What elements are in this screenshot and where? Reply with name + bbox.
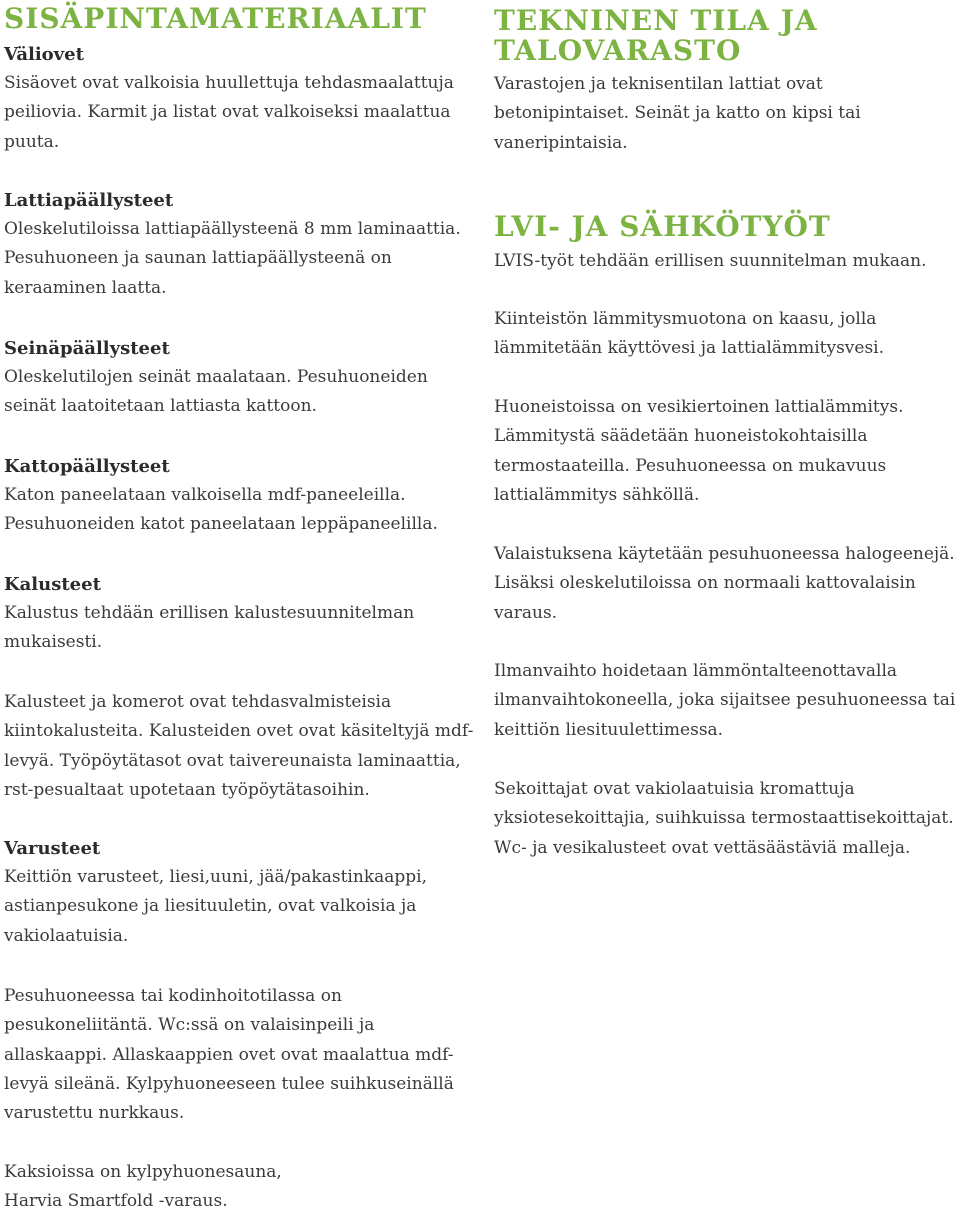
section-sauna bbox=[4, 1158, 474, 1217]
text-lvis: LVIS-työt tehdään erillisen suunnitelman mukaan. bbox=[494, 251, 927, 271]
text-kalusteet-details: Kalusteet ja komerot ovat tehdasvalmisteisia kiintokalusteita. Kalusteiden ovet ovat käsiteltyjä mdf- levyä. Työpöytätasot ovat taivereunaista laminaattia, rst-pesualtaat upotetaan työpöytätasoihin. bbox=[4, 692, 474, 800]
section-valiovet bbox=[4, 40, 474, 157]
text-sauna: Kaksioissa on kylpyhuonesauna, Harvia Smartfold -varaus. bbox=[4, 1162, 282, 1212]
heading-kattopaallysteet: Kattopäällysteet bbox=[4, 456, 170, 477]
text-tekninen-tila: Varastojen ja teknisentilan lattiat ovat betonipintaiset. Seinät ja katto on kipsi tai vaneripintaisia. bbox=[494, 74, 861, 153]
section-kalusteet bbox=[4, 570, 474, 658]
heading-varusteet: Varusteet bbox=[4, 838, 101, 859]
text-valaistus: Valaistuksena käytetään pesuhuoneessa halogeenejä. Lisäksi oleskelutiloissa on normaali kattovalaisin varaus. bbox=[494, 544, 955, 623]
text-varusteet: Keittiön varusteet, liesi,uuni, jää/pakastinkaappi, astianpesukone ja liesituuletin, ovat valkoisia ja vakiolaatuisia. bbox=[4, 867, 427, 946]
section-seinapaallysteet bbox=[4, 334, 474, 422]
heading-lattiapaallysteet: Lattiapäällysteet bbox=[4, 190, 174, 211]
section-title-sisapintamateriaalit: SISÄPINTAMATERIAALIT bbox=[4, 2, 427, 35]
text-seinapaallysteet: Oleskelutilojen seinät maalataan. Pesuhuoneiden seinät laatoitetaan lattiasta kattoon. bbox=[4, 367, 428, 417]
section-title-tekninen-tila: TEKNINEN TILA JA TALOVARASTO bbox=[494, 4, 818, 67]
section-kattopaallysteet bbox=[4, 452, 474, 540]
text-kattopaallysteet: Katon paneelataan valkoisella mdf-paneeleilla. Pesuhuoneiden katot paneelataan leppäpaneelilla. bbox=[4, 485, 438, 535]
section-title-lvi-sahkotyot: LVI- JA SÄHKÖTYÖT bbox=[494, 210, 831, 243]
text-lattialammitys: Huoneistoissa on vesikiertoinen lattialämmitys. Lämmitystä säädetään huoneistokohtaisilla termostaateilla. Pesuhuoneessa on mukavuus lattialämmitys sähköllä. bbox=[494, 397, 904, 505]
text-lattiapaallysteet: Oleskelutiloissa lattiapäällysteenä 8 mm laminaattia. Pesuhuoneen ja saunan lattiapäällysteenä on keraaminen laatta. bbox=[4, 219, 461, 298]
text-pesuhuone: Pesuhuoneessa tai kodinhoitotilassa on pesukoneliitäntä. Wc:ssä on valaisinpeili ja allaskaappi. Allaskaappien ovet ovat maalattua mdf- levyä sileänä. Kylpyhuoneeseen tulee suihkuseinällä varustettu nurkkaus. bbox=[4, 986, 454, 1124]
section-pesuhuone bbox=[4, 982, 474, 1128]
text-lammitysmuoto: Kiinteistön lämmitysmuotona on kaasu, jolla lämmitetään käyttövesi ja lattialämmitysvesi. bbox=[494, 309, 885, 359]
text-valiovet: Sisäovet ovat valkoisia huullettuja tehdasmaalattuja peiliovia. Karmit ja listat ovat valkoiseksi maalattua puuta. bbox=[4, 73, 454, 152]
section-kalusteet-details bbox=[4, 688, 474, 805]
text-ilmanvaihto: Ilmanvaihto hoidetaan lämmöntalteenottavalla ilmanvaihtokoneella, joka sijaitsee pesuhuoneessa tai keittiön liesituulettimessa. bbox=[494, 661, 956, 740]
text-kalusteet: Kalustus tehdään erillisen kalustesuunnitelman mukaisesti. bbox=[4, 603, 415, 653]
section-lattiapaallysteet bbox=[4, 186, 474, 303]
heading-kalusteet: Kalusteet bbox=[4, 574, 101, 595]
heading-valiovet: Väliovet bbox=[4, 44, 84, 65]
text-sekoittajat: Sekoittajat ovat vakiolaatuisia kromattuja yksiotesekoittajia, suihkuissa termostaattisekoittajat. Wc- ja vesikalusteet ovat vettäsäästäviä malleja. bbox=[494, 779, 954, 858]
heading-seinapaallysteet: Seinäpäällysteet bbox=[4, 338, 170, 359]
section-varusteet bbox=[4, 834, 474, 951]
